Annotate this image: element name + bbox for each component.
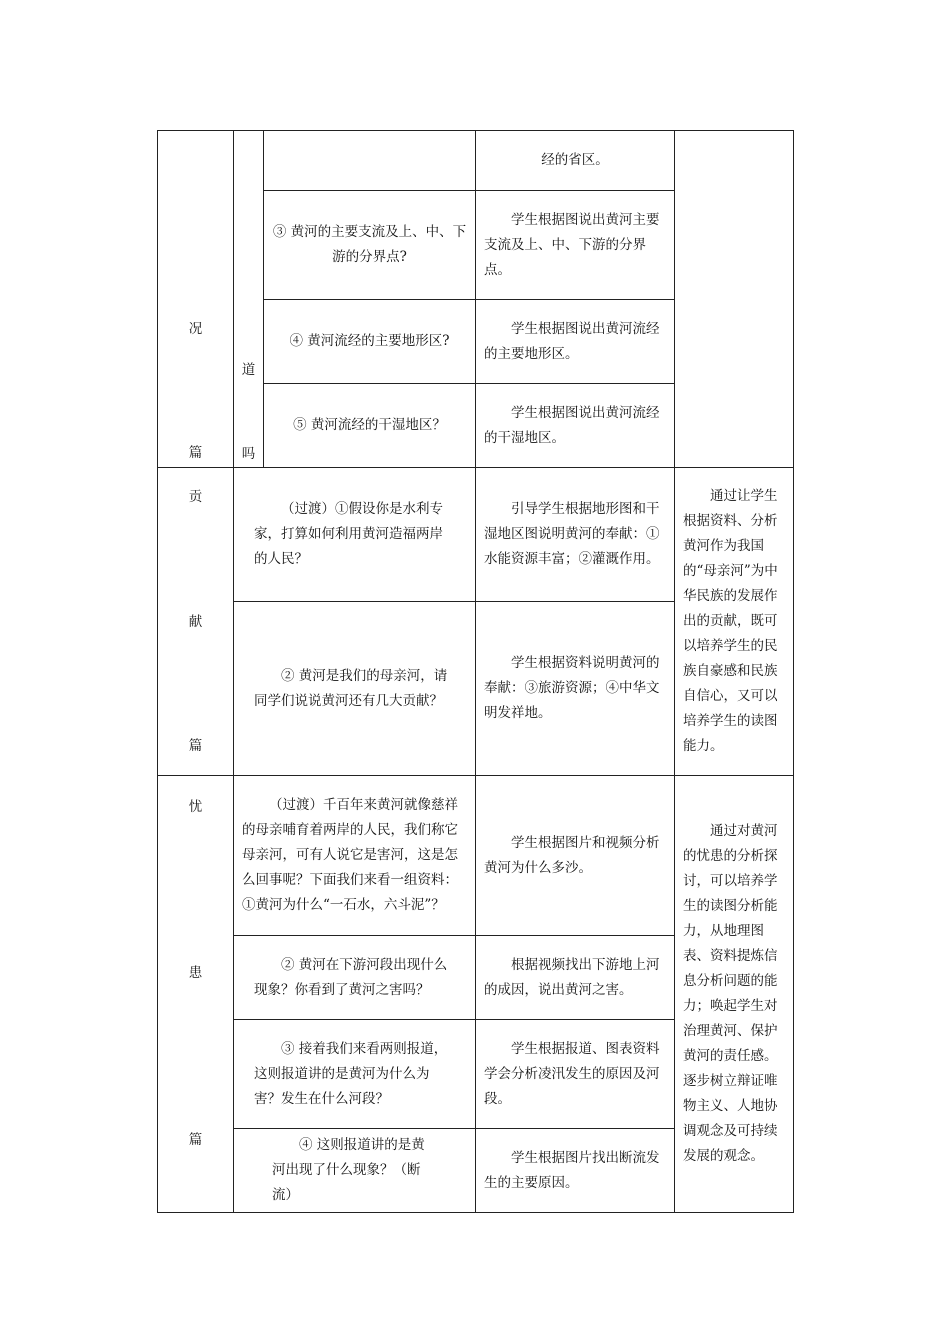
- section-char: 贡: [188, 489, 203, 505]
- teacher-question-cell: ③ 接着我们来看两则报道，这则报道讲的是黄河为什么为害？发生在什么河段？: [234, 1020, 476, 1129]
- section-char: 忧: [188, 799, 203, 815]
- teacher-question-cell: [264, 131, 476, 191]
- section-char: 篇: [188, 738, 203, 754]
- student-activity-cell: 根据视频找出下游地上河的成因，说出黄河之害。: [476, 936, 675, 1020]
- table-row: [158, 131, 794, 191]
- student-activity-cell: 学生根据报道、图表资料学会分析凌汛发生的原因及河段。: [476, 1020, 675, 1129]
- teacher-question-cell: （过渡）①假设你是水利专家，打算如何利用黄河造福两岸的人民？: [234, 468, 476, 602]
- student-activity-cell: 学生根据图说出黄河流经的干湿地区。: [476, 384, 675, 468]
- student-activity-cell: 学生根据图片和视频分析黄河为什么多沙。: [476, 776, 675, 936]
- student-activity-cell: 经的省区。: [476, 131, 675, 191]
- section-char: 篇: [188, 445, 203, 461]
- section-you-huan-pian-cell: [158, 776, 234, 1213]
- teacher-question-cell: ④ 黄河流经的主要地形区?: [264, 300, 476, 384]
- teacher-question-cell: （过渡）千百年来黄河就像慈祥的母亲哺育着两岸的人民，我们称它母亲河，可有人说它是害河，这是怎么回事呢？下面我们来看一组资料：①黄河为什么“一石水，六斗泥”？: [234, 776, 476, 936]
- student-activity-cell: 引导学生根据地形图和干湿地区图说明黄河的奉献：①水能资源丰富；②灌溉作用。: [476, 468, 675, 602]
- section-char: 况: [188, 321, 203, 337]
- teacher-question-cell: ② 黄河在下游河段出现什么现象？你看到了黄河之害吗？: [234, 936, 476, 1020]
- section-gong-xian-pian-cell: [158, 468, 234, 776]
- student-activity-cell: 学生根据图说出黄河流经的主要地形区。: [476, 300, 675, 384]
- design-intent-cell-empty: [675, 131, 794, 468]
- design-intent-cell: 通过对黄河的忧患的分析探讨，可以培养学生的读图分析能力，从地理图表、资料提炼信息分析问题的能力；唤起学生对治理黄河、保护黄河的责任感。逐步树立辩证唯物主义、人地协调观念及可持续发展的观念。: [675, 776, 794, 1213]
- student-activity-cell: 学生根据图说出黄河主要支流及上、中、下游的分界点。: [476, 191, 675, 300]
- section-char: 篇: [188, 1132, 203, 1148]
- student-activity-cell: 学生根据资料说明黄河的奉献：③旅游资源；④中华文明发祥地。: [476, 602, 675, 776]
- lesson-plan-table: [157, 130, 794, 1213]
- student-activity-cell: 学生根据图片找出断流发生的主要原因。: [476, 1129, 675, 1213]
- section-char: 吗: [241, 446, 256, 462]
- teacher-question-cell: ⑤ 黄河流经的干湿地区？: [264, 384, 476, 468]
- section-char: 道: [241, 362, 256, 378]
- section-kuang-pian-cell: [158, 131, 234, 468]
- table-row: [158, 468, 794, 602]
- teacher-question-cell: ② 黄河是我们的母亲河，请同学们说说黄河还有几大贡献？: [234, 602, 476, 776]
- teacher-question-cell: ③ 黄河的主要支流及上、中、下游的分界点?: [264, 191, 476, 300]
- table-row: [158, 776, 794, 936]
- section-char: 献: [188, 614, 203, 630]
- teacher-question-cell: ④ 这则报道讲的是黄河出现了什么现象？（断流）: [234, 1129, 476, 1213]
- section-char: 患: [188, 965, 203, 981]
- section-dao-ma-cell: [234, 131, 264, 468]
- design-intent-cell: 通过让学生根据资料、分析黄河作为我国的“母亲河”为中华民族的发展作出的贡献，既可以培养学生的民族自豪感和民族自信心，又可以培养学生的读图能力。: [675, 468, 794, 776]
